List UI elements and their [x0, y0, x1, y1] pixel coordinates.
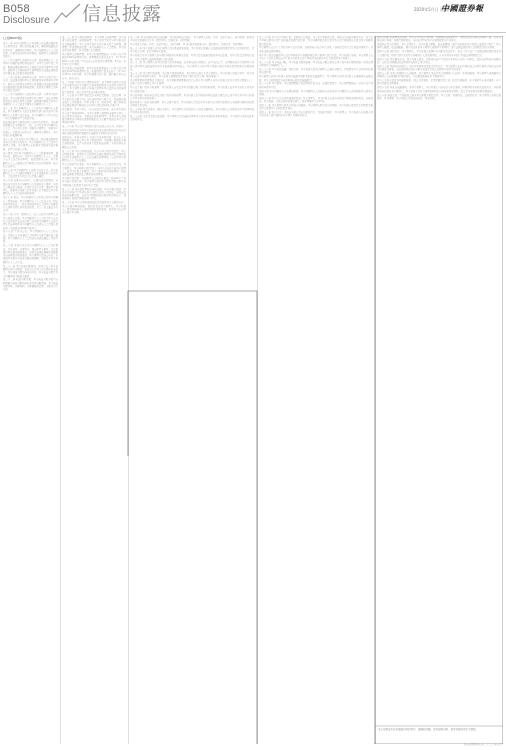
paragraph: 第四十八条 对基金份额持有人的服务。基金管理人承诺为基金份额持有人提供一系列的服务。基金管理人将根据基金份额持有人的需要和市场的变化，有权增加和修改以下服务项目。	[377, 71, 501, 79]
paragraph: 用于基金信息披露的基金资产净值和基金份额净值由基金管理人负责计算，基金托管人复核。基金管理人应于每个工作日交易结束后计算当日的基金资产净值并以加密传真方式发送给基金托管人。	[259, 53, 373, 60]
paragraph: 第五十条 备查文件。中国证监会准予基金募集注册的文件；基金合同；托管协议；法律意见书；基金管理人业务资格批件、营业执照；基金托管人业务资格批件、营业执照。	[377, 93, 501, 100]
text-column-1	[3, 36, 58, 744]
paragraph: 基金合同的终止事由：基金份额持有人大会决定终止的；基金管理人、基金托管人职责终止，在6个月内没有新基金管理人、新基金托管人承接的；基金合同约定的其他情形；相关法律法规和中国证监会规定的其他情况。	[62, 163, 126, 177]
column-text	[3, 42, 58, 292]
column-divider	[375, 36, 376, 744]
paragraph: （二）基金托管人的权利与义务：自基金合同生效之日起，依法律法规和基金合同的规定安全保管基金财产；依基金合同约定获得基金托管费以及法律法规规定或监管部门批准的其他费用；监督基金管理人对本基金的投资运作。	[3, 76, 58, 93]
paragraph: 第二十七条 基金合同的变更、终止与基金财产的清算。基金合同的变更：变更基金合同涉及法律法规规定或本合同约定应经基金份额持有人大会决议通过的事项的，应召开基金份额持有人大会决议通过。	[62, 149, 126, 163]
paragraph: 第二十条 本部分关于基金份额持有人大会召开事由、召开条件、议事程序、表决条件等规定，凡是直接引用法律法规的部分，如将来法律法规修改导致相关内容被取消或变更的，基金管理人提前公告后，可直接对本部分内容进行修改和调整，无需召开基金份额持有人大会审议。	[3, 244, 58, 264]
paragraph: 第三十四条 指令的发送、确认及执行。基金管理人对发送指令人员的书面授权，基金托管人应对授权文件中的印鉴和签字样本进行核对。	[130, 107, 254, 115]
page-footer: 基金管理有限公司 二〇二〇年五月	[463, 743, 502, 746]
paragraph: 第三十条 基金托管协议的内容摘要。基金托管协议当事人：基金管理人名称、住所、法定代表人、成立时间、批准设立机关及批准设立文号、组织形式、注册资本、存续期间。	[130, 36, 254, 43]
text-column-4	[259, 36, 373, 744]
paragraph: 第二十五条 基金财产的投资方向和投资限制。投资范围：本基金的投资范围为具有良好流动性的金融工具，包括国内依法发行上市的债券、货币市场工具、同业存单、银行存款以及法律法规或中国证监会允许基金投资的其他金融工具。	[62, 94, 126, 108]
page-code: B058	[3, 3, 30, 15]
slash-ornament-icon	[52, 3, 82, 25]
paragraph: 估值方法：证券交易所上市的有价证券的估值；处于未上市期间的有价证券应区分如下情况处理；全国银行间债券市场交易的债券、资产支持证券等固定收益品种，采用估值技术确定公允价值。	[62, 135, 126, 149]
paragraph: 第三十一条 基金托管人对基金管理人的业务监督和核查。基金托管人根据有关法律法规的规定及基金合同的约定，对基金投资范围、投资对象进行监督。	[130, 47, 254, 54]
paragraph: 第十五条 基金份额持有人出席会议的方式。基金份额持有人大会可通过现场开会方式或通讯开会方式召开。会议的召开方式由会议召集人确定。	[3, 168, 58, 179]
paragraph: 第四十三条 禁止行为。本协议当事人禁止从事的行为，包括但不限于：基金管理人、基金托管人将其固有财产或者他人财产混同于基金财产从事证券投资。	[259, 111, 373, 118]
paragraph: 第三十七条 基金收益分配。基金收益分配的依据：基金收益分配是指将该基金的可供分配利润按一定的比例分配给基金份额持有人。	[259, 60, 373, 68]
paragraph: 第四十二条 基金管理人和基金托管人的更换。基金管理人职责终止的情形、基金托管人职责终止的情形及相关程序按照基金合同的约定执行。	[259, 103, 373, 111]
paragraph: 持有人交易记录查询及邮寄服务；网上交易服务；定期定额投资计划；信息定制服务；客户服务中心电话服务；客户投诉及建议受理服务。	[377, 79, 501, 86]
column-divider	[60, 36, 61, 744]
column-text	[259, 36, 373, 118]
paragraph: 第三十九条 基金费用。基金管理费的计提比例和计提方法：在通常情况下，基金管理费按前一日基金资产净值的年费率计提。	[259, 82, 373, 89]
statement-footer: 本公司保证本信息披露内容的真实、准确和完整，没有虚假记载、误导性陈述或重大遗漏。	[378, 728, 479, 731]
column-text	[62, 36, 126, 215]
paragraph: 第十二条 基金份额持有人大会由基金份额持有人组成，基金份额持有人的合法授权代表有权代表基金份额持有人出席会议并表决。基金份额持有人持有的每一基金份额拥有平等的投票权。	[3, 107, 58, 120]
paragraph: 第十九条 生效与公告。基金份额持有人大会的决议，召集人应当自通过之日起5日内报中国证监会备案。基金份额持有人大会的决议自表决通过之日起生效。	[3, 230, 58, 244]
paragraph: 基金募集期间及募集资金的验资：基金募集期间募集的资金应存于基金管理人在基金托管人处开立的基金募集专户。该账户由基金管理人开立并管理。	[130, 79, 254, 86]
paragraph: 第四十五条 违约责任。基金管理人、基金托管人在履行各自职责的过程中，违反《基金法》等法律法规的规定或者基金合同约定，给基金财产或者基金份额持有人造成损害的，应当分别对各自的行为依法承担赔偿责任。	[377, 50, 501, 57]
newspaper-logo: 中國證券報	[441, 3, 484, 13]
paragraph: 基金管理人的管理费：本基金的管理费按前一日基金资产净值的0.60%年费率计提。管理费的计算方法如下：H＝E×0.60%÷当年天数，H为每日应计提的基金管理费，E为前一日的基金资产净值。	[62, 53, 126, 66]
column-text	[130, 36, 254, 122]
paragraph: 第十六条 议事内容与程序。议事内容及提案权：议事内容为关系基金份额持有人利益的重大事项，如基金合同的重大修改、决定终止基金合同、更换基金管理人、更换基金托管人以及召集人认为需提交基金份额持有人大会讨论的其他事项。	[3, 179, 58, 196]
paragraph: 第四十六条 争议解决方式。双方当事人同意，因本协议而产生的或与本协议有关的一切争议，除经友好协商可以解决的，应提交中国国际经济贸易仲裁委员会进行仲裁。	[377, 57, 501, 64]
paragraph: 第三十六条 基金资产净值计算、估值和会计核算。基金资产净值的计算、复核与完成的时间及程序：基金资产净值是指基金资产总值减去负债后的价值。基金份额净值是指计算日基金资产净值除以计算日基金份额总数后的价值。	[259, 36, 373, 46]
paragraph: 第十七条 表决。基金份额持有人所持每份基金份额有一票表决权。基金份额持有人大会决议分为一般决议和特别决议：一般决议须经参加大会的基金份额持有人或其代理人所持表决权的二分之一以上通过方为有效。	[3, 196, 58, 213]
paragraph: 第四十四条 托管协议的变更、终止与基金财产的清算。托管协议的变更程序：本协议双方当事人经协商一致，可以对协议进行变更。变更后的新协议，其内容不得与基金合同的规定有任何冲突。	[377, 36, 501, 43]
paragraph: 第四十七条 托管协议的效力。双方对托管协议的效力约定如下：基金管理人在向中国证监会申请注册基金时提交的基金托管协议草案，应经托管协议双方当事人的法定代表人或授权代表签字或盖章。	[377, 64, 501, 72]
paragraph: （三）基金份额持有人的权利与义务：分享基金财产收益；参与分配清算后的剩余基金财产；依法申请赎回或转让其持有的基金份额；按照规定要求召开基金份额持有人大会或者召集基金份额持有人大会。	[3, 93, 58, 107]
paragraph: 第三十五条 交易及清算交收安排。基金管理人负责选择代理本基金证券买卖的证券经营机构，并与其签订证券交易单元租用协议。	[130, 115, 254, 122]
paragraph: 第十四条 召开基金份额持有人大会的通知时间、通知内容、通知方式。召开基金份额持有人大会，召集人应于会议召开前30日，在规定媒介公告。基金份额持有人大会通知应至少载明会议召开的时间、地点和会议形式。	[3, 151, 58, 168]
masthead	[0, 0, 506, 30]
paragraph: 第二十四条 不列入基金费用的项目：基金管理人和基金托管人因未履行或未完全履行义务导致的费用支出或基金财产的损失；基金管理人和基金托管人处理与基金运作无关的事项发生的费用；基金合同生效前的相关费用。	[62, 80, 126, 94]
section-title-cn: 信息披露	[82, 3, 163, 25]
column-heading: (上接B057版)	[3, 36, 23, 40]
paragraph: 投资限制：本基金持有一家公司发行的证券，其市值不超过基金资产净值的10%；本基金管理人管理的全部基金持有一家公司发行的证券，不超过该证券的10%；本基金进入全国银行间同业市场进行债券回购的资金余额不得超过基金资产净值的40%。	[62, 108, 126, 125]
paragraph: 第十八条 计票。现场开会：如大会由基金管理人或基金托管人召集，基金份额持有人大会的主持人应当在会议开始后宣布在出席会议的基金份额持有人和代理人中选举两名基金份额持有人代表与大会召集人授权的一名监督员共同担任监票人。	[3, 213, 58, 230]
paragraph: 基金托管人的托管费：本基金的托管费按前一日基金资产净值的0.10%的年费率计提。托管费的计算方法如下：H＝E×0.10%÷当年天数。基金托管费每日计提，逐日累计至每月月末，按月支付。	[62, 66, 126, 80]
paragraph: 第四十条 基金份额持有人名册的保管。基金份额持有人名册的内容包括基金份额持有人的名称和持有的基金份额。	[259, 89, 373, 96]
paragraph: 基金管理人和基金托管人在信息披露中的职责和信息披露程序：基金管理人和基金托管人应根据相关法律法规、基金合同的规定各自承担相应的信息披露职责。	[259, 75, 373, 82]
paragraph: （一）基金管理人的权利与义务：依法募集资金，办理基金份额的发售和登记事宜；自基金合同生效之日起，根据法律法规和基金合同独立运用并管理基金财产；依照基金合同收取基金管理费以及法律法规规定或中国证监会批准的其他费用。	[3, 59, 58, 76]
text-column-3	[130, 36, 254, 744]
paragraph: 基金托管人对基金管理人参与银行间债券市场进行监督，对基金投资流通受限证券进行监督，对基金投资比例进行监督，对基金管理人选择存款银行进行监督。	[130, 54, 254, 61]
paragraph: 第十三条 会议召集人及召集方式。除法律法规规定或基金合同另有约定外，基金份额持有人大会由基金管理人召集。基金管理人未按规定召集或不能召集时，由基金托管人召集。	[3, 137, 58, 151]
paragraph: 第二十一条 基金收益分配原则：本基金每一基金份额享有同等分配权；在符合有关基金分红条件的前提下，基金收益分配每年最多4次；基金收益分配后基金份额净值不能低于面值。	[3, 264, 58, 278]
article-body	[3, 36, 503, 744]
paragraph: 基金托管人名称、住所、法定代表人、成立时间、基金托管业务批准文号、组织形式、注册资本、存续期间。	[130, 43, 245, 47]
text-column-2	[62, 36, 126, 744]
section-title-en: Disclosure	[3, 15, 50, 26]
column-text	[377, 36, 501, 100]
paragraph: 基金管理人应每个工作日对基金资产估值。估值原则应符合基金合同、《证券投资基金会计核算业务指引》及其他法律法规的规定。	[259, 46, 373, 53]
paragraph: 除法律法规另有规定或基金合同另有约定外，当出现或需要决定下列事由之一的，应当召开基金份额持有人大会：终止基金合同；更换基金管理人；更换基金托管人；转换基金运作方式；调整基金管理人、基金托管人的报酬标准。	[3, 120, 58, 137]
paragraph: 托管协议终止的情形：基金合同终止；基金托管人解散、依法被撤销、破产或由其他基金托管人接管基金财产；基金管理人解散、依法被撤销、破产或由其他基金管理人接管基金管理权；发生法律法规或基金合同规定的终止事项。	[377, 43, 501, 50]
paragraph: 第二十九条 基金合同存放地和投资者取得基金合同的方式。基金合同可印制成册，供投资者在基金管理人、基金托管人、销售机构的办公场所和营业场所查阅，但其效力应以基金合同正本为准。	[62, 201, 126, 215]
paragraph: 第三十二条 基金管理人对基金托管人的业务核查。在本协议的有效期内，在不违反公平、合理原则以及不妨碍基金托管人遵守相关法律法规及其行业监管要求的基础上，基金管理人有权对基金托管人履行本协议的情况进行必要的核查。	[130, 61, 254, 72]
paragraph: 第三十八条 基金信息披露。保密义务：基金托管人和基金管理人应按各自职责，严格遵守基金合同及本托管协议的约定。	[259, 68, 373, 75]
paragraph: 基金财产的清算：自出现基金合同终止事由之日起30个工作日内成立清算小组，基金管理人组织基金财产清算小组并在中国证监会的监督下进行基金清算。	[62, 177, 126, 187]
paragraph: 第二十八条 争议的处理和适用的法律。各方当事人同意，因基金合同而产生的或与基金合同有关的一切争议，如经友好协商未能解决的，应提交中国国际经济贸易仲裁委员会，按照其时有效的仲裁规则进行仲裁。	[62, 187, 126, 201]
paragraph: 基金资金账户的开立和管理：基金托管人应负责本基金的银行账户的开设和管理。基金托管人以本基金的名义开设本基金的银行账户。	[130, 86, 254, 93]
paragraph: 第四十九条 其他应披露事项。本基金管理人、基金托管人目前无重大诉讼事项。招募说明书存放及查阅方式：本招募说明书存放在基金管理人、基金托管人及基金销售机构的办公场所和营业场所，投资者可在营业时间免费查阅。	[377, 86, 501, 93]
paragraph: 第四十一条 基金有关文件和档案的保存。基金管理人、基金托管人应按各自职责完整保存原始凭证、记账凭证、基金账册、交易记录和重要合同等，保存期限不少于15年。	[259, 96, 373, 104]
paragraph: 第十一条 本基金管理人应当按照有关法律法规和基金合同的约定，履行信息披露义务，确保所披露信息的真实性、准确性和完整性。基金份额持有人大会的召集、议事及表决的程序和规则，依照基金合同的约定执行。	[3, 42, 58, 59]
paragraph: 第二十六条 基金资产净值的计算方法和公告方式。估值日：本基金的估值日为本基金相关的证券交易场所的交易日以及国家法律法规规定需要对外披露基金净值的非交易日。	[62, 125, 126, 135]
column-divider	[128, 36, 129, 744]
paragraph: 债券托管专户的开设和管理：基金合同生效后，基金托管人负责以本基金的名义申请并取得进入全国银行间同业拆借市场的交易资格。	[130, 100, 254, 107]
paragraph: 第三十三条 基金财产的保管。基金财产保管的原则：基金财产应独立于基金管理人、基金托管人的固有财产；基金托管人应安全保管基金财产；基金托管人按照规定开设基金财产的资金账户和证券账户。	[130, 71, 254, 79]
paragraph: 第二十二条 收益分配方案：基金收益分配方案中应载明截止收益分配基准日的可供分配利润、基金收益分配对象、分配时间、分配数额及比例、分配方式等内容。	[3, 278, 58, 292]
text-column-5	[377, 36, 501, 724]
paragraph: 基金证券账户和证券交易资金账户的开设和管理：基金托管人在中国证券登记结算有限责任公司为基金开立基金托管人与基金联名的证券账户。	[130, 93, 254, 100]
paragraph: 第二十三条 基金费用的种类：基金管理人的管理费；基金托管人的托管费；销售服务费；基金合同生效后与基金相关的信息披露费用；基金合同生效后与基金相关的会计师费、律师费、仲裁费和诉讼费；基金份额持有人大会费用；基金的证券交易费用；基金的银行汇划费用。	[62, 36, 126, 53]
column-divider	[257, 36, 258, 744]
masthead-rule	[0, 32, 506, 33]
issue-date: 2020年5月日 星期六	[414, 7, 452, 12]
